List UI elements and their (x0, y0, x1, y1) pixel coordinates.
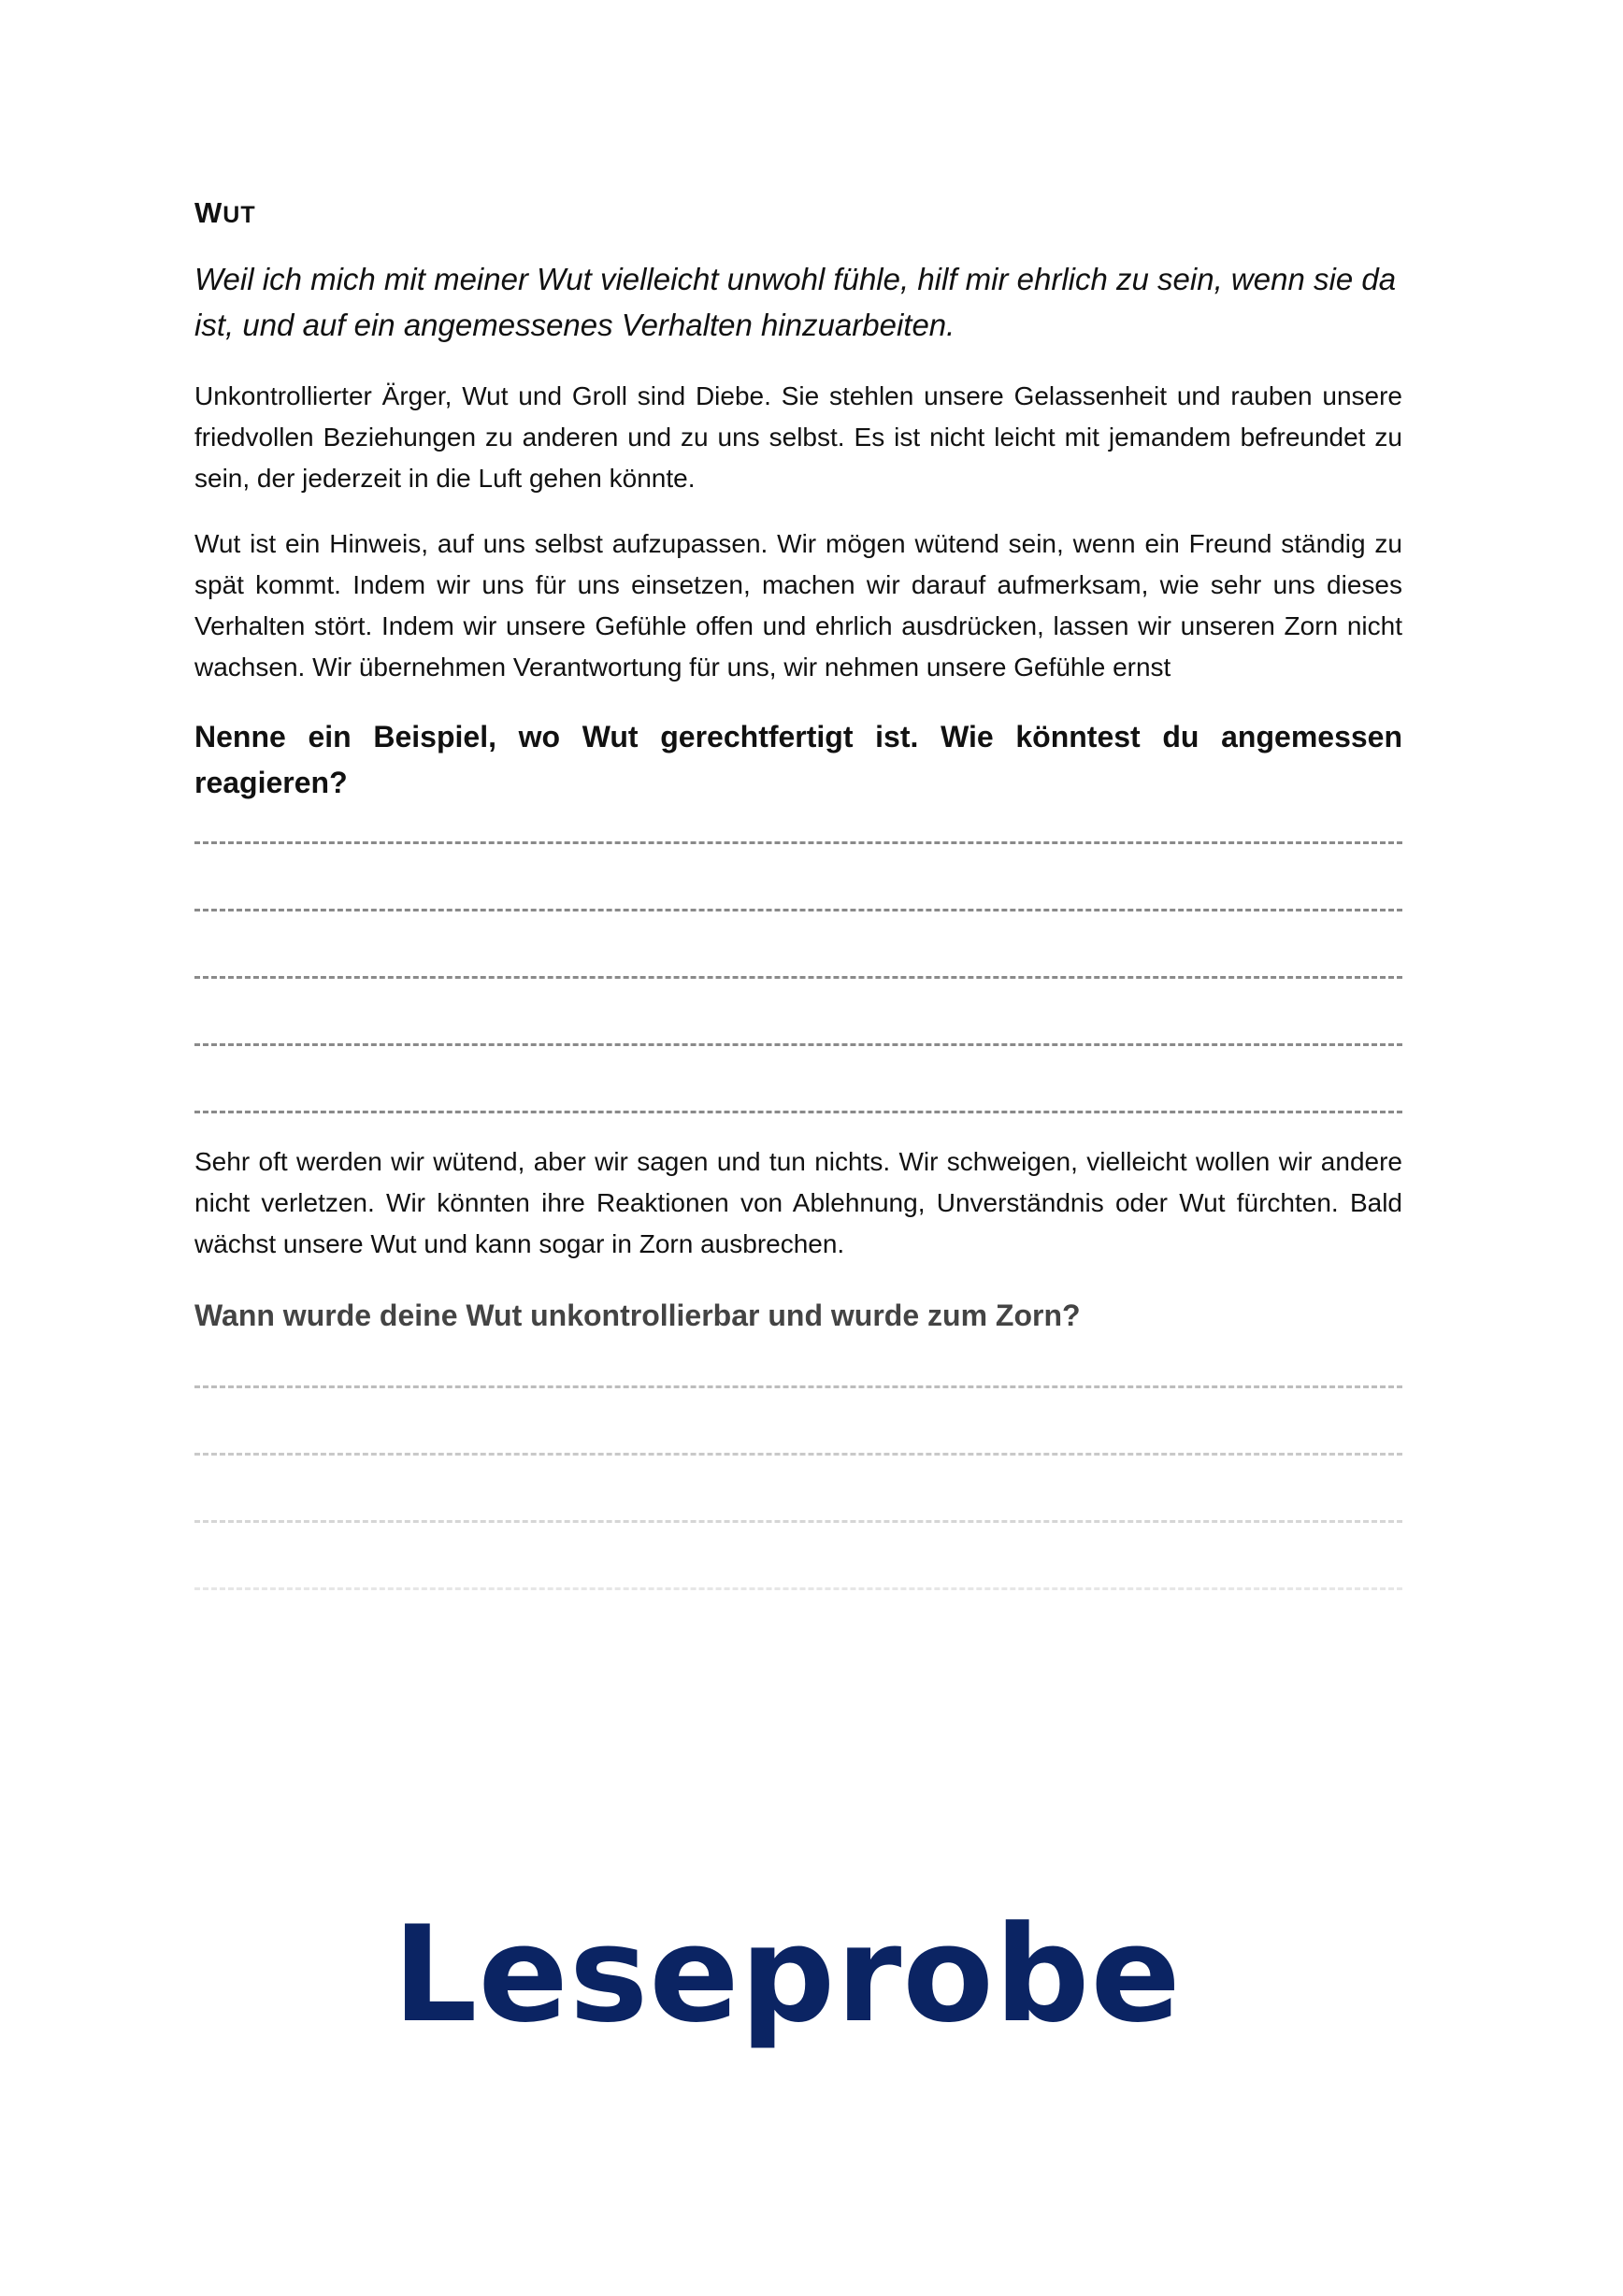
answer-line[interactable] (194, 1587, 1402, 1590)
answer-line[interactable] (194, 976, 1402, 979)
title-rest: UT (223, 202, 256, 228)
answer-line[interactable] (194, 909, 1402, 911)
paragraph-1: Unkontrollierter Ärger, Wut und Groll sind Diebe. Sie stehlen unsere Gelassenheit und rauben unsere friedvollen Beziehungen zu anderen und zu uns selbst. Es ist nicht leicht mit jemandem befreundet zu sein, der jederzeit in die Luft gehen könnte. (194, 381, 1402, 493)
answer-line[interactable] (194, 1043, 1402, 1046)
title-initial: W (194, 196, 223, 229)
paragraph-2: Wut ist ein Hinweis, auf uns selbst aufzupassen. Wir mögen wütend sein, wenn ein Freund ständig zu spät kommt. Indem wir uns für uns einsetzen, machen wir darauf aufmerksam, wie sehr uns dieses Verhalten stört. Indem wir unsere Gefühle offen und ehrlich ausdrücken, lassen wir unseren Zorn nicht wachsen. Wir übernehmen Verantwortung für uns, wir nehmen unsere Gefühle ernst (194, 529, 1402, 682)
answer-line[interactable] (194, 1111, 1402, 1113)
page-content (194, 194, 1402, 1590)
watermark-leseprobe: Leseprobe (393, 1898, 1182, 2052)
paragraph-3: Sehr oft werden wir wütend, aber wir sagen und tun nichts. Wir schweigen, vielleicht wollen wir andere nicht verletzen. Wir könnten ihre Reaktionen von Ablehnung, Unverständnis oder Wut fürchten. Bald wächst unsere Wut und kann sogar in Zorn ausbrechen. (194, 1147, 1402, 1258)
answer-lines-1[interactable] (194, 841, 1402, 1113)
question-2: Wann wurde deine Wut unkontrollierbar und wurde zum Zorn? (194, 1299, 1081, 1332)
answer-line[interactable] (194, 1520, 1402, 1523)
answer-lines-2[interactable] (194, 1385, 1402, 1590)
answer-line[interactable] (194, 1453, 1402, 1456)
question-1: Nenne ein Beispiel, wo Wut gerechtfertigt ist. Wie könntest du angemessen reagieren? (194, 720, 1402, 799)
page-title (194, 194, 1402, 234)
intro-prayer: Weil ich mich mit meiner Wut vielleicht unwohl fühle, hilf mir ehrlich zu sein, wenn sie da ist, und auf ein angemessenes Verhalten hinzuarbeiten. (194, 262, 1397, 342)
answer-line[interactable] (194, 841, 1402, 844)
answer-line[interactable] (194, 1385, 1402, 1388)
